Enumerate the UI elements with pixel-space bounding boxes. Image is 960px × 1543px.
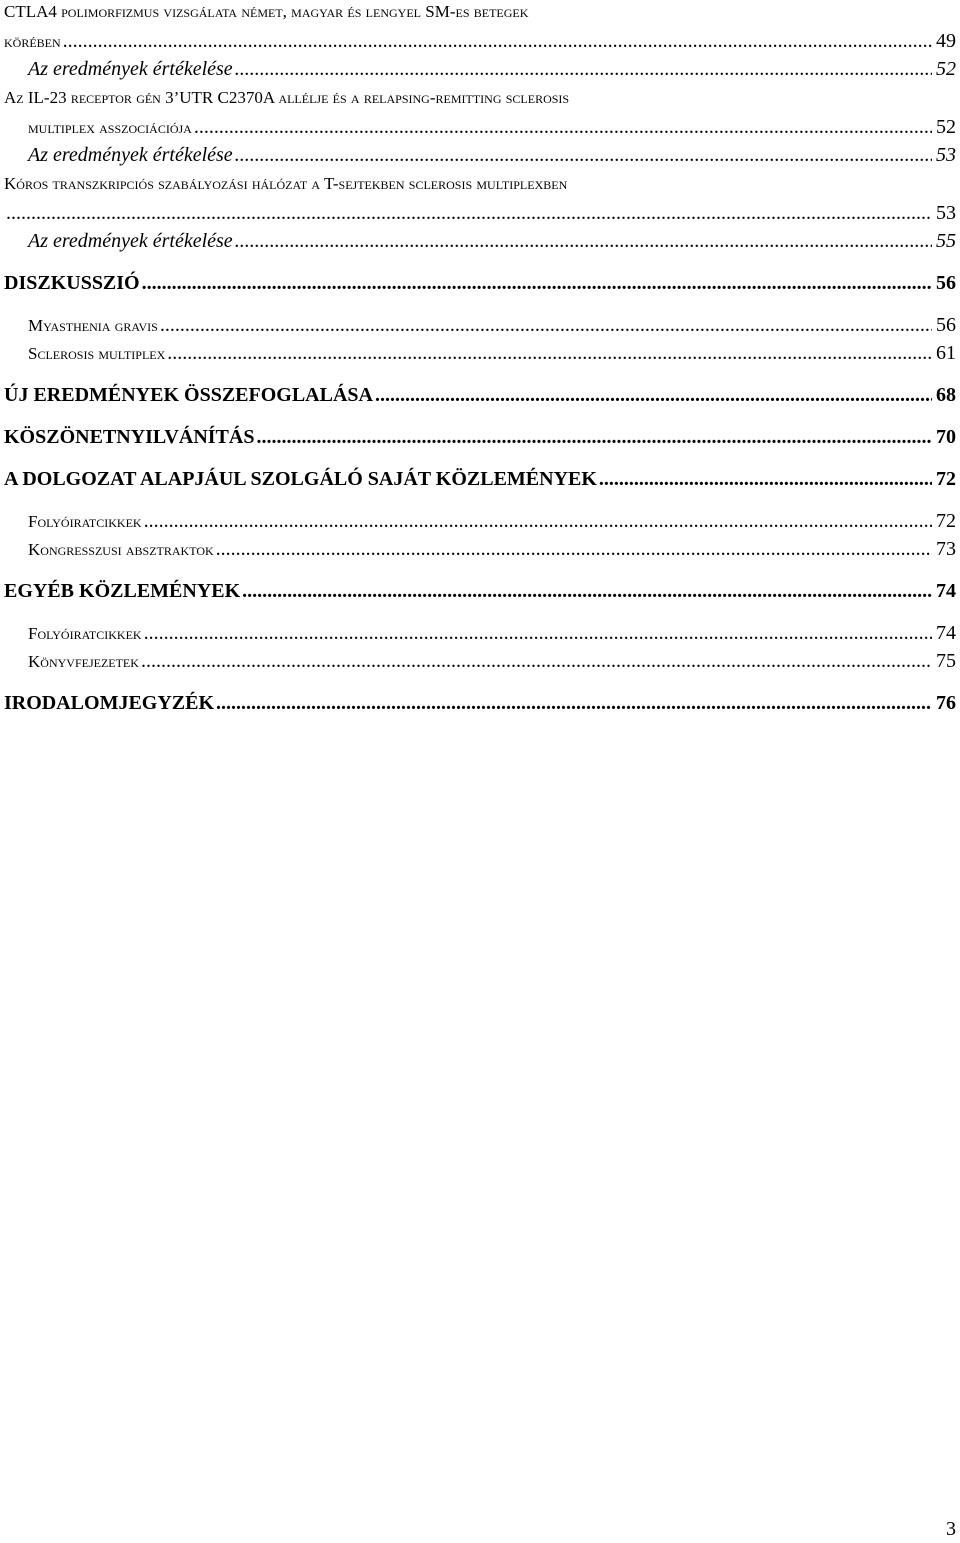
- toc-entry-title: ÚJ EREDMÉNYEK ÖSSZEFOGLALÁSA: [4, 384, 373, 406]
- toc-entry-page: 74: [936, 622, 956, 644]
- toc-entry-title: körében: [4, 32, 61, 51]
- toc-entry-title-part: CTLA4 polimorfizmus vizsgálata német, magyar és lengyel SM-es betegek: [4, 2, 529, 21]
- toc-entry[interactable]: [0, 272, 960, 302]
- toc-entry-page: 72: [936, 510, 956, 532]
- toc-entry[interactable]: [0, 692, 960, 722]
- toc-entry-title: Könyvfejezetek: [28, 652, 139, 671]
- toc-entry-page: 74: [936, 580, 956, 602]
- toc-entry-title: IRODALOMJEGYZÉK: [4, 692, 215, 714]
- toc-entry[interactable]: [0, 510, 960, 540]
- dot-leader: [194, 116, 932, 139]
- toc-entry-title: Kongresszusi absztraktok: [28, 540, 214, 559]
- toc-entry-page: 75: [936, 650, 956, 672]
- toc-entry-title: Sclerosis multiplex: [28, 344, 166, 363]
- dot-leader: [235, 144, 932, 167]
- toc-entry-title: Myasthenia gravis: [28, 316, 158, 335]
- toc-entry-page: 68: [936, 384, 956, 406]
- toc-entry-page: 56: [936, 272, 956, 294]
- dot-leader: [144, 622, 932, 645]
- toc-entry-title: Az eredmények értékelése: [28, 144, 233, 166]
- dot-leader: [160, 314, 932, 337]
- toc-entry-title: EGYÉB KÖZLEMÉNYEK: [4, 580, 241, 602]
- toc-entry-title: DISZKUSSZIÓ: [4, 272, 140, 294]
- toc-entry-title: multiplex asszociációja: [28, 118, 192, 137]
- toc-entry-title-part: Az IL-23 receptor gén 3’UTR C2370A allélje és a relapsing-remitting sclerosis: [4, 88, 570, 107]
- toc-entry-page: 49: [936, 30, 956, 52]
- dot-leader: [142, 272, 932, 295]
- toc-entry[interactable]: [0, 58, 960, 88]
- dot-leader: [375, 384, 932, 407]
- toc-entry[interactable]: [0, 144, 960, 174]
- dot-leader: [599, 468, 932, 491]
- dot-leader: [144, 510, 932, 533]
- toc-entry[interactable]: [0, 622, 960, 652]
- toc-entry[interactable]: [0, 650, 960, 680]
- toc-entry[interactable]: [0, 30, 960, 60]
- toc-entry-title: Az eredmények értékelése: [28, 230, 233, 252]
- toc-entry[interactable]: [0, 468, 960, 498]
- toc-entry-title-part: Kóros transzkripciós szabályozási hálózat a T-sejtekben sclerosis multiplexben: [4, 174, 568, 193]
- dot-leader: [235, 58, 932, 81]
- toc-entry-page: 52: [936, 58, 956, 80]
- toc-entry-title: A DOLGOZAT ALAPJÁUL SZOLGÁLÓ SAJÁT KÖZLEMÉNYEK: [4, 468, 597, 490]
- toc-entry-page: 53: [936, 202, 956, 224]
- dot-leader: [235, 230, 932, 253]
- toc-entry[interactable]: [0, 202, 960, 232]
- toc-entry-title: KÖSZÖNETNYILVÁNÍTÁS: [4, 426, 255, 448]
- toc-entry-page: 55: [936, 230, 956, 252]
- toc-entry-page: 52: [936, 116, 956, 138]
- toc-entry[interactable]: [0, 230, 960, 260]
- toc-entry[interactable]: [0, 580, 960, 610]
- toc-entry-page: 70: [936, 426, 956, 448]
- toc-entry-line1: [4, 88, 569, 108]
- dot-leader: [216, 538, 932, 561]
- dot-leader: [167, 342, 932, 365]
- dot-leader: [216, 692, 932, 715]
- toc-entry-title: Folyóiratcikkek: [28, 624, 142, 643]
- dot-leader: [256, 426, 932, 449]
- toc-entry-page: 72: [936, 468, 956, 490]
- toc-entry-page: 53: [936, 144, 956, 166]
- dot-leader: [242, 580, 932, 603]
- toc-entry[interactable]: [0, 384, 960, 414]
- toc-entry[interactable]: [0, 116, 960, 146]
- page-number: 3: [946, 1518, 956, 1540]
- toc-entry-line1: [4, 2, 528, 22]
- toc-entry[interactable]: [0, 426, 960, 456]
- toc-entry-page: 61: [936, 342, 956, 364]
- toc-entry-page: 73: [936, 538, 956, 560]
- toc-entry-line1: [4, 174, 567, 194]
- toc-entry-page: 56: [936, 314, 956, 336]
- toc-entry-title: Az eredmények értékelése: [28, 58, 233, 80]
- toc-entry[interactable]: [0, 538, 960, 568]
- toc-entry-page: 76: [936, 692, 956, 714]
- dot-leader: [6, 202, 932, 225]
- toc-entry[interactable]: [0, 314, 960, 344]
- toc-entry[interactable]: [0, 342, 960, 372]
- dot-leader: [141, 650, 932, 673]
- toc-entry-title: Folyóiratcikkek: [28, 512, 142, 531]
- dot-leader: [63, 30, 932, 53]
